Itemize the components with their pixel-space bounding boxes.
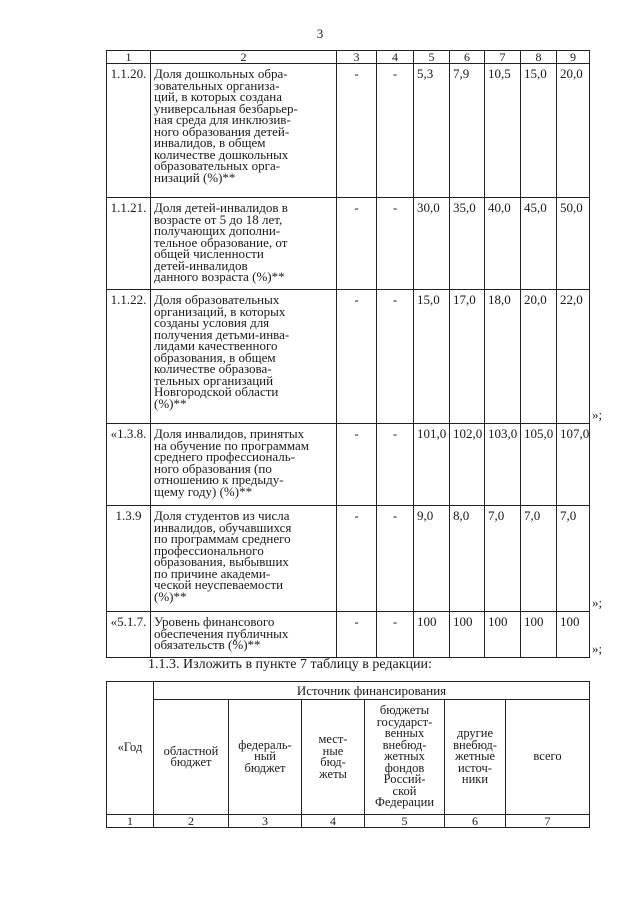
fin-col-number-2: 2	[154, 815, 229, 828]
local-budgets-header	[302, 700, 365, 815]
header-line: внебюд-	[382, 737, 427, 752]
indicator-name-line: Доля детей-инвалидов в	[154, 200, 288, 215]
col-number-6: 6	[450, 51, 485, 64]
header-line: Россий-	[383, 772, 426, 787]
indicator-name-line: профессионального	[154, 542, 264, 558]
total-header: всего	[506, 700, 590, 815]
indicator-value-c6: 35,0	[450, 198, 485, 290]
indicator-value-c9: 20,0	[557, 64, 590, 198]
header-line: ники	[461, 772, 489, 787]
indicator-value-c8: 105,0	[521, 424, 557, 506]
indicators-table	[106, 50, 590, 658]
indicator-value-c5: 9,0	[414, 506, 450, 612]
col-number-4: 4	[377, 51, 414, 64]
indicator-name-line: универсальная безбарьер-	[154, 100, 298, 116]
indicator-name-line: тельное образование, от	[154, 234, 288, 250]
indicator-name-line: образования, выбывших	[154, 554, 289, 569]
indicator-row	[107, 612, 590, 658]
indicator-name-line: обеспечения публичных	[154, 625, 289, 641]
indicator-name	[151, 198, 337, 290]
indicator-value-c3: -	[337, 506, 377, 612]
indicator-name-line: образовательных орга-	[154, 158, 281, 173]
indicator-name	[151, 506, 337, 612]
regional-budget-header	[154, 700, 229, 815]
indicator-name-line: организаций, в которых	[154, 303, 286, 319]
indicator-value-c8: 7,0	[521, 506, 557, 612]
indicator-value-c5: 5,3	[414, 64, 450, 198]
indicator-name-line: на обучение по программам	[154, 437, 309, 453]
header-line: бюджет	[244, 760, 286, 775]
indicator-value-c7: 7,0	[485, 506, 521, 612]
page-number: 3	[316, 26, 324, 41]
year-header: «Год	[107, 682, 154, 815]
header-line: другие	[456, 726, 494, 741]
financing-table	[106, 681, 590, 828]
header-line: областной	[163, 743, 219, 758]
indicator-name-line: Доля дошкольных обра-	[154, 66, 288, 81]
indicator-row	[107, 64, 590, 198]
indicator-value-c5: 30,0	[414, 198, 450, 290]
indicator-name	[151, 64, 337, 198]
indicator-name-line: Доля образовательных	[154, 292, 280, 307]
indicator-value-c8: 15,0	[521, 64, 557, 198]
indicator-row	[107, 290, 590, 424]
indicator-name-line: (%)**	[154, 588, 187, 604]
indicator-name-line: ная среда для инклюзив-	[154, 112, 291, 127]
indicator-name	[151, 612, 337, 658]
indicator-value-c5: 15,0	[414, 290, 450, 424]
indicator-name-line: ного образования детей-	[154, 123, 290, 139]
indicator-code: 1.1.21.	[107, 198, 151, 290]
fin-col-number-3: 3	[229, 815, 302, 828]
federal-budget-header	[229, 700, 302, 815]
header-line: ный	[254, 749, 276, 764]
col-number-5: 5	[414, 51, 450, 64]
indicator-code: «1.3.8.	[107, 424, 151, 506]
indicator-name-line: инвалидов, обучавшихся	[154, 519, 292, 535]
indicator-name-line: (%)**	[154, 395, 187, 411]
indicator-value-c4: -	[377, 198, 414, 290]
header-line: федераль-	[238, 737, 292, 752]
indicator-name-line: Доля инвалидов, принятых	[154, 426, 305, 441]
indicator-name-line: Доля студентов из числа	[154, 508, 290, 523]
indicator-name-line: количестве образова-	[154, 361, 272, 376]
indicator-value-c9: 50,0	[557, 198, 590, 290]
indicator-value-c6: 102,0	[450, 424, 485, 506]
indicator-name-line: данного возраста (%)**	[154, 269, 285, 284]
fin-col-number-1: 1	[107, 815, 154, 828]
financing-source-header: Источник финансирования	[154, 682, 590, 700]
col-number-2: 2	[151, 51, 337, 64]
indicator-value-c3: -	[337, 424, 377, 506]
indicator-code: 1.1.20.	[107, 64, 151, 198]
header-line: бюд-	[320, 755, 346, 769]
header-line: внебюд-	[453, 737, 497, 752]
header-line: фондов	[384, 760, 425, 775]
indicator-value-c9: 22,0	[557, 290, 590, 424]
indicator-value-c9: 107,0	[557, 424, 590, 506]
indicator-value-c4: -	[377, 290, 414, 424]
indicators-table-body	[107, 64, 590, 658]
indicator-code: «5.1.7.	[107, 612, 151, 658]
indicator-name-line: возрасте от 5 до 18 лет,	[154, 211, 283, 227]
indicator-value-c8: 100	[521, 612, 557, 658]
indicator-name-line: Новгородской области	[154, 384, 279, 399]
indicator-value-c4: -	[377, 424, 414, 506]
header-line: мест-	[318, 732, 348, 746]
indicator-name-line: щему году) (%)**	[154, 483, 253, 499]
indicator-value-c7: 18,0	[485, 290, 521, 424]
indicator-name-line: получающих дополни-	[154, 223, 281, 238]
indicator-name-line: среднего профессиональ-	[154, 449, 296, 464]
header-line: венных	[384, 726, 425, 741]
fin-col-number-4: 4	[302, 815, 365, 828]
header-line: ные	[322, 743, 344, 758]
indicator-name-line: созданы условия для	[154, 315, 270, 330]
indicator-name	[151, 290, 337, 424]
col-number-3: 3	[337, 51, 377, 64]
indicator-name-line: по причине академи-	[154, 565, 271, 581]
indicator-name-line: лидами качественного	[154, 338, 278, 353]
financing-number-row	[107, 815, 590, 828]
indicator-name-line: зовательных организа-	[154, 77, 280, 93]
indicator-value-c9: 100	[557, 612, 590, 658]
indicator-value-c6: 100	[450, 612, 485, 658]
indicator-value-c3: -	[337, 612, 377, 658]
indicator-row	[107, 424, 590, 506]
fin-col-number-6: 6	[445, 815, 506, 828]
indicator-name-line: получения детьми-инва-	[154, 326, 290, 342]
header-line: бюджеты	[379, 703, 430, 718]
indicator-name	[151, 424, 337, 506]
indicator-value-c5: 101,0	[414, 424, 450, 506]
indicator-name-line: ного образования (по	[154, 460, 272, 476]
indicator-row	[107, 198, 590, 290]
indicator-value-c6: 7,9	[450, 64, 485, 198]
header-line: жетных	[384, 749, 425, 764]
closing-quote-mark: »;	[592, 594, 603, 610]
closing-quote-mark: »;	[592, 640, 603, 656]
indicator-value-c7: 40,0	[485, 198, 521, 290]
indicator-name-line: Уровень финансового	[154, 614, 275, 629]
col-number-1: 1	[107, 51, 151, 64]
indicator-value-c6: 17,0	[450, 290, 485, 424]
indicator-value-c9: 7,0	[557, 506, 590, 612]
header-line: источ-	[458, 760, 492, 775]
indicator-name-line: тельных организаций	[154, 372, 274, 388]
fin-col-number-5: 5	[365, 815, 445, 828]
header-line: жеты	[319, 766, 347, 781]
indicator-value-c8: 20,0	[521, 290, 557, 424]
col-number-8: 8	[521, 51, 557, 64]
indicator-code: 1.1.22.	[107, 290, 151, 424]
indicator-name-line: по программам среднего	[154, 531, 291, 546]
indicator-value-c3: -	[337, 198, 377, 290]
col-number-9: 9	[557, 51, 590, 64]
header-line: жетные	[454, 749, 496, 764]
indicator-name-line: инвалидов, в общем	[154, 135, 266, 150]
indicator-value-c4: -	[377, 612, 414, 658]
indicator-value-c7: 103,0	[485, 424, 521, 506]
amendment-heading: 1.1.3. Изложить в пункте 7 таблицу в редакции:	[148, 657, 432, 672]
indicator-name-line: ций, в которых создана	[154, 89, 283, 104]
indicator-name-line: детей-инвалидов	[154, 257, 248, 273]
column-number-row	[107, 51, 590, 64]
indicator-value-c3: -	[337, 64, 377, 198]
header-line: бюджет	[170, 755, 212, 769]
header-line: Федерации	[374, 795, 435, 810]
closing-quote-mark: »;	[592, 406, 603, 422]
indicator-name-line: отношению к предыду-	[154, 472, 284, 487]
indicator-value-c7: 10,5	[485, 64, 521, 198]
indicator-name-line: низаций (%)**	[154, 169, 236, 185]
indicator-name-line: ческой неуспеваемости	[154, 577, 284, 592]
indicator-value-c5: 100	[414, 612, 450, 658]
indicator-value-c6: 8,0	[450, 506, 485, 612]
col-number-7: 7	[485, 51, 521, 64]
indicator-value-c8: 45,0	[521, 198, 557, 290]
fin-col-number-7: 7	[506, 815, 590, 828]
indicator-code: 1.3.9	[107, 506, 151, 612]
indicator-name-line: образования, в общем	[154, 349, 276, 365]
other-sources-header	[445, 700, 506, 815]
indicator-name-line: количестве дошкольных	[154, 146, 289, 162]
header-line: государст-	[376, 714, 433, 729]
indicator-name-line: обязательств (%)**	[154, 637, 261, 652]
indicator-row	[107, 506, 590, 612]
indicator-value-c4: -	[377, 506, 414, 612]
indicator-name-line: общей численности	[154, 246, 264, 261]
indicator-value-c3: -	[337, 290, 377, 424]
header-line: ской	[392, 783, 417, 798]
indicator-value-c4: -	[377, 64, 414, 198]
indicator-value-c7: 100	[485, 612, 521, 658]
extrabudgetary-funds-header	[365, 700, 445, 815]
